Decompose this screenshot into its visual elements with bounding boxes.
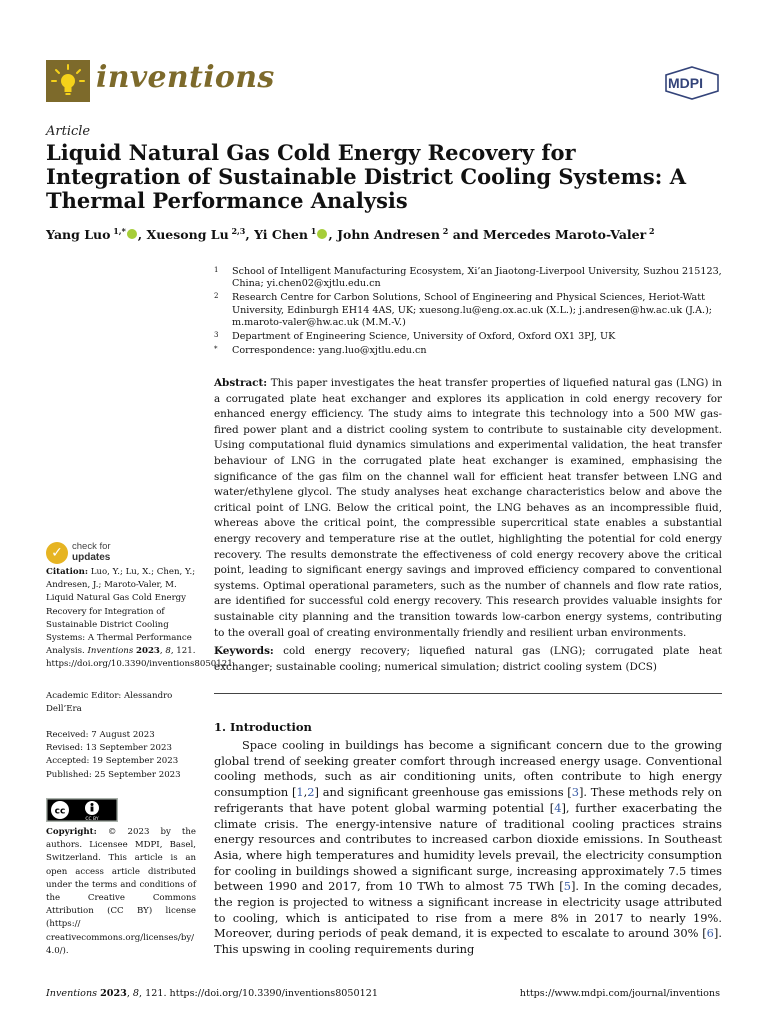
footer-journal-url[interactable]: https://www.mdpi.com/journal/inventions [519,988,720,999]
citation-year: 2023 [135,646,160,657]
publication-dates [46,729,198,782]
affiliation-marker: 2 [214,292,219,301]
keywords-text: cold energy recovery; liquefied natural gas (LNG); corrugated plate heat exchanger; sustainable cooling; numerical simulation; district cooling system (DCS) [214,645,722,673]
license-badge-text: CC BY [85,817,99,822]
cc-by-license-icon[interactable] [46,798,118,822]
author-affiliation-marker: 1 [307,226,317,236]
footer-citation: Inventions 2023, 8, 121. https://doi.org/10.3390/inventions8050121 [46,988,378,999]
citation-doi[interactable]: , 121. https://doi.org/10.3390/inventions8050121 [46,646,233,670]
date-item: Revised: 13 September 2023 [46,743,172,754]
citation-journal: Inventions [87,646,134,657]
abstract [214,376,722,641]
footer-doi[interactable]: , 121. https://doi.org/10.3390/inventions8050121 [139,988,378,999]
affiliation-item [214,331,724,343]
body-text: , [303,785,308,800]
date-item: Received: 7 August 2023 [46,730,155,740]
abstract-text: This paper investigates the heat transfer properties of liquefied natural gas (LNG) in a corrugated plate heat exchanger and explores its application in cold energy recovery for enhanced energy efficiency. The study aims to integrate this technology into a 500 MW gas-fired power plant and a district cooling system to contribute to sustainable city development. Using computational fluid dynamics simulations and experimental validation, the heat transfer behaviour of LNG in the corrugated plate heat exchanger is examined, emphasising the significance of the gas film on the channel wall for efficient heat transfer between LNG and water/ethylene glycol. The study analyses heat exchange characteristics below and above the critical point of LNG. Below the critical point, the LNG behaves as an incompressible fluid, whereas above the critical point, the compressible supercritical state enables a substantial energy recovery and temperature rise at the outlet, highlighting the potential for cold energy recovery. The results demonstrate the effectiveness of cold energy recovery above the critical point, leading to significant energy savings and improved efficiency compared to conventional systems. Optimal operational parameters, such as the number of channels and flow rate ratios, are identified for successful cold energy recovery. This research provides valuable insights for sustainable city planning and the transition towards low-carbon energy systems, contributing to the overall goal of creating environmentally friendly and resilient urban environments. [214,377,722,639]
author-affiliation-marker: 2 [440,226,449,236]
academic-editor: Academic Editor: Alessandro Dell’Era [46,691,173,715]
affiliation-text: Correspondence: yang.luo@xjtlu.edu.cn [232,345,427,357]
keywords-label: Keywords: [214,645,274,657]
copyright-label: Copyright: [46,827,97,837]
affiliation-item [214,345,724,357]
abstract-label: Abstract: [214,377,268,389]
affiliations [214,266,724,359]
section-heading: 1. Introduction [214,720,312,734]
body-text: ], further exacerbating the climate crisis. The energy-intensive nature of traditional cooling practices strains energy resources and contributes to increased carbon dioxide emissions. In Southeast Asia, where high temperatures and humidity levels prevail, the electricity consumption for cooling in buildings showed a significant surge, increasing approximately 7.5 times between 1990 and 2017, from 10 TWh to almost 75 TWh [ [214,800,722,894]
author-separator: , [328,227,338,243]
date-item: Accepted: 19 September 2023 [46,756,179,767]
affiliation-marker: 3 [214,331,219,340]
body-text: ]. These methods rely on refrigerants that have potent global warming potential [ [214,785,722,815]
article-type: Article [46,124,91,139]
reference-link[interactable]: 1 [296,785,304,800]
author-affiliation-marker: 2,3 [228,226,246,236]
citation-volume: 8 [165,646,171,657]
affiliation-text: School of Intelligent Manufacturing Ecosystem, Xi’an Jiaotong-Liverpool University, Suzhou 215123, China; yi.chen02@xjtlu.edu.cn [232,266,722,290]
journal-logo [46,60,90,102]
footer-year: 2023 [100,988,127,999]
footer-journal: Inventions [46,988,98,999]
check-icon: ✓ [46,542,68,564]
body-text: Space cooling in buildings has become a significant concern due to the growing global trend of seeking greater comfort through increased energy usage. Conventional cooling methods, such as air conditioning units, often contribute to high energy consumption [ [214,738,722,800]
reference-link[interactable]: 2 [307,785,315,800]
author-separator: , [137,227,147,243]
author-name: John Andresen [337,227,440,243]
introduction-paragraph [214,738,722,958]
body-text: ] and significant greenhouse gas emissions [ [314,785,572,800]
author-affiliation-marker: 2 [646,226,655,236]
author-affiliation-marker: 1,* [110,226,126,236]
author-name: Yang Luo [46,227,111,243]
author-name: Mercedes Maroto-Valer [483,227,647,243]
author-separator: and [448,227,483,243]
keywords [214,644,722,675]
affiliation-item [214,266,724,290]
lightbulb-icon [46,60,90,102]
section-divider [214,693,722,694]
body-text: ]. This upswing in cooling requirements during [214,926,722,957]
footer-volume: 8 [132,988,140,999]
affiliation-text: Department of Engineering Science, University of Oxford, Oxford OX1 3PJ, UK [232,331,616,343]
copyright-text: © 2023 by the authors. Licensee MDPI, Basel, Switzerland. This article is an open access article distributed under the terms and conditions of the Creative Commons Attribution (CC BY) license (https:// creativecommons.org/licenses/by/ 4.0/). [46,827,197,956]
reference-link[interactable]: 6 [706,926,714,941]
citation-text: Luo, Y.; Lu, X.; Chen, Y.; Andresen, J.; Maroto-Valer, M. Liquid Natural Gas Cold Energy Recovery for Integration of Sustainable District Cooling Systems: A Thermal Performance Analysis. [46,567,196,657]
check-for-updates-button[interactable] [46,540,136,568]
orcid-icon[interactable] [317,229,327,239]
citation-label: Citation: [46,567,89,577]
body-text: ]. In the coming decades, the region is projected to witness a significant increase in electricity usage attributed to cooling, which is anticipated to rise from a mere 8% in 2017 to nearly 19%. Moreover, during periods of peak demand, it is expected to escalate to around 30% [ [214,879,722,941]
citation: Citation: Luo, Y.; Lu, X.; Chen, Y.; Andresen, J.; Maroto-Valer, M. Liquid Natural Gas Cold Energy Recovery for Integration of Sustainable District Cooling Systems: A Thermal Performance Analysis. Inventions 2023, 8, 121. https://doi.org/10.3390/inventions8050121 [46,567,233,670]
affiliation-marker: 1 [214,266,219,274]
svg-text:cc: cc [54,806,66,817]
publisher-name: MDPI [668,75,703,91]
author-name: Yi Chen [254,227,308,243]
orcid-icon[interactable] [127,229,137,239]
author-separator: , [245,227,255,243]
copyright [46,826,196,958]
reference-link[interactable]: 4 [554,800,562,815]
journal-name: inventions [96,60,275,95]
check-updates-line1: check for [72,541,111,552]
check-updates-line2: updates [72,552,111,563]
reference-link[interactable]: 3 [571,785,579,800]
author-name: Xuesong Lu [146,227,229,243]
paper-title: Liquid Natural Gas Cold Energy Recovery for Integration of Sustainable District Cooling Systems: A Thermal Performance Analysis [46,140,687,213]
date-item: Published: 25 September 2023 [46,769,181,780]
affiliation-item [214,292,724,329]
reference-link[interactable]: 5 [563,879,571,894]
affiliation-text: Research Centre for Carbon Solutions, School of Engineering and Physical Sciences, Heriot-Watt University, Edinburgh EH14 4AS, UK; xuesong.lu@eng.ox.ac.uk (X.L.); j.andresen@hw.ac.uk (J.A.); m.maroto-valer@hw.ac.uk (M.M.-V.) [232,292,713,328]
author-list [46,226,655,242]
affiliation-marker: * [214,345,218,354]
